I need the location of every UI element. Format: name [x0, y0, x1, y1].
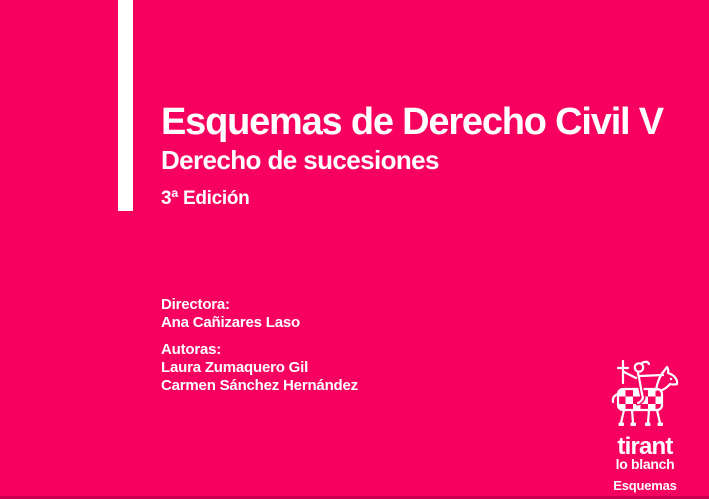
authors-group [161, 341, 358, 395]
publisher-name: tirant [617, 433, 673, 460]
credits-block [161, 296, 358, 395]
publisher-logo-block [596, 358, 694, 493]
title-block [161, 102, 663, 210]
title-accent-bar [118, 0, 133, 211]
edition-label: 3ª Edición [161, 187, 250, 209]
knight-on-horse-icon [609, 358, 681, 432]
authors-role-label: Autoras: [161, 341, 222, 358]
book-subtitle: Derecho de sucesiones [161, 145, 439, 176]
author-name: Carmen Sánchez Hernández [161, 377, 358, 394]
book-title: Esquemas de Derecho Civil V [161, 101, 663, 143]
author-name: Laura Zumaquero Gil [161, 359, 309, 376]
collection-label: Esquemas [613, 478, 677, 493]
director-role-label: Directora: [161, 296, 230, 313]
publisher-name-line2: lo blanch [615, 456, 675, 472]
director-name: Ana Cañizares Laso [161, 314, 300, 331]
director-group [161, 296, 358, 332]
